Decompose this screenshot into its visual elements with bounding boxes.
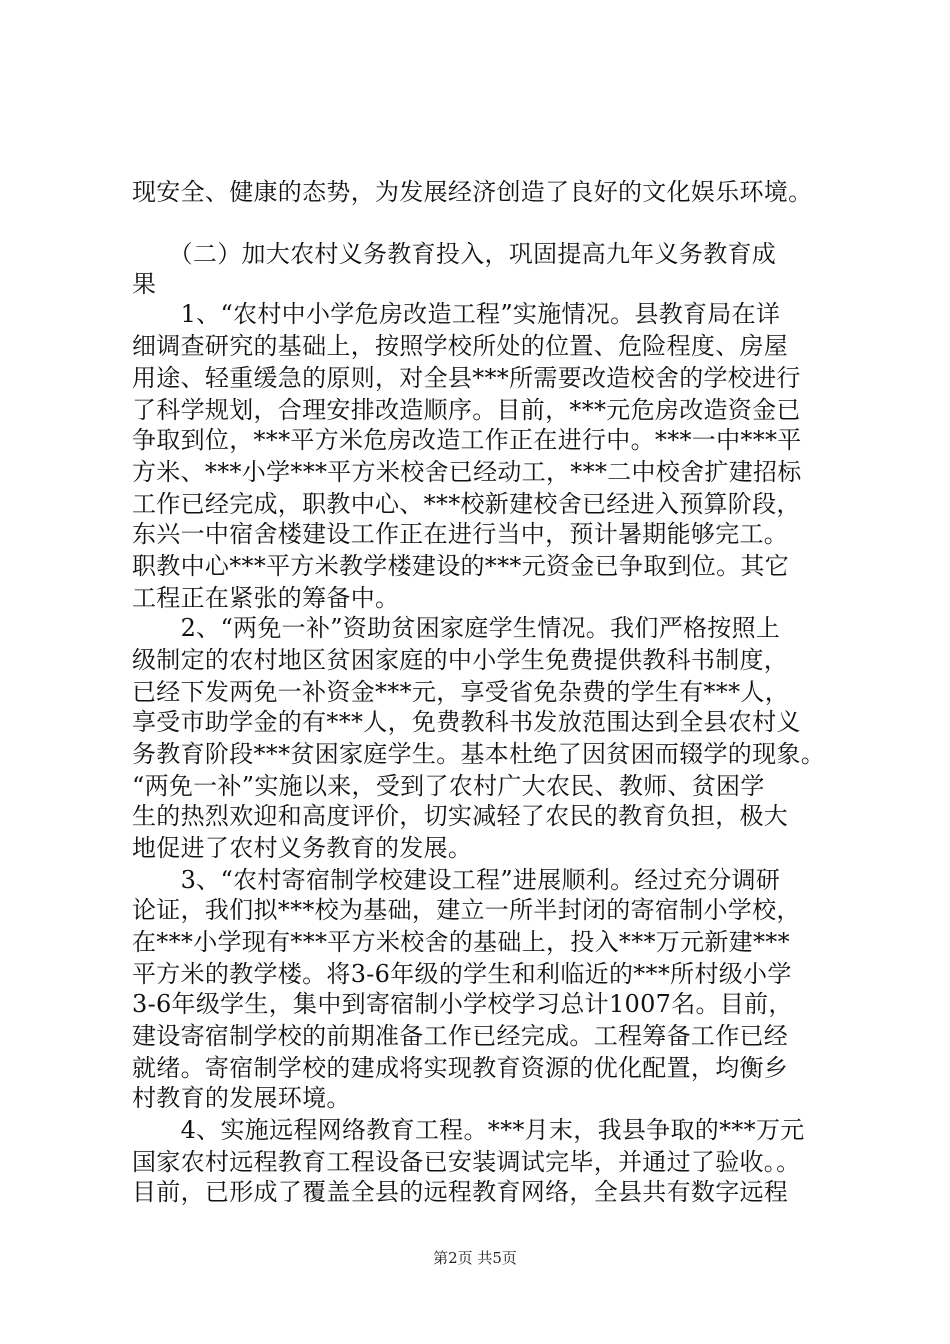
- text-line: 建设寄宿制学校的前期准备工作已经完成。工程筹备工作已经: [132, 1022, 789, 1050]
- text-line: 国家农村远程教育工程设备已安装调试完毕，并通过了验收。。: [132, 1148, 801, 1176]
- text-line: 职教中心***平方米教学楼建设的***元资金已争取到位。其它: [132, 552, 789, 580]
- paragraph-start: 4、实施远程网络教育工程。***月末，我县争取的***万元: [132, 1116, 805, 1144]
- text-line: 就绪。寄宿制学校的建成将实现教育资源的优化配置，均衡乡: [132, 1054, 789, 1082]
- paragraph-start: 3、“农村寄宿制学校建设工程”进展顺利。经过充分调研: [132, 866, 781, 894]
- text-line: 在***小学现有***平方米校舍的基础上，投入***万元新建***: [132, 928, 790, 956]
- text-line: 方米、***小学***平方米校舍已经动工，***二中校舍扩建招标: [132, 458, 802, 486]
- section-heading: （二）加大农村义务教育投入，巩固提高九年义务教育成: [132, 240, 777, 268]
- text-line: 东兴一中宿舍楼建设工作正在进行当中，预计暑期能够完工。: [132, 520, 789, 548]
- text-line: 地促进了农村义务教育的发展。: [132, 834, 473, 862]
- text-line: 现安全、健康的态势，为发展经济创造了良好的文化娱乐环境。: [132, 178, 813, 206]
- text-line: 享受市助学金的有***人，免费教科书发放范围达到全县农村义: [132, 708, 801, 736]
- text-line: 村教育的发展环境。: [132, 1084, 351, 1112]
- text-line: 生的热烈欢迎和高度评价，切实减轻了农民的教育负担，极大: [132, 802, 789, 830]
- paragraph-start: 2、“两免一补”资助贫困家庭学生情况。我们严格按照上: [132, 614, 781, 642]
- text-line: 论证，我们拟***校为基础，建立一所半封闭的寄宿制小学校，: [132, 896, 801, 924]
- text-line: 3-6年级学生，集中到寄宿制小学校学习总计1007名。目前，: [132, 990, 793, 1018]
- text-line: 目前，已形成了覆盖全县的远程教育网络，全县共有数字远程: [132, 1178, 789, 1206]
- text-line: 级制定的农村地区贫困家庭的中小学生免费提供教科书制度，: [132, 646, 789, 674]
- text-line: “两免一补”实施以来，受到了农村广大农民、教师、贫困学: [132, 772, 765, 800]
- text-line: 用途、轻重缓急的原则，对全县***所需要改造校舍的学校进行: [132, 364, 801, 392]
- text-line: 已经下发两免一补资金***元，享受省免杂费的学生有***人，: [132, 678, 789, 706]
- text-line: 平方米的教学楼。将3-6年级的学生和利临近的***所村级小学: [132, 960, 792, 988]
- text-line: 工程正在紧张的筹备中。: [132, 584, 400, 612]
- text-line: 了科学规划，合理安排改造顺序。目前，***元危房改造资金已: [132, 396, 801, 424]
- text-line: 争取到位，***平方米危房改造工作正在进行中。***一中***平: [132, 426, 802, 454]
- text-line: 细调查研究的基础上，按照学校所处的位置、危险程度、房屋: [132, 332, 789, 360]
- paragraph-start: 1、“农村中小学危房改造工程”实施情况。县教育局在详: [132, 300, 781, 328]
- text-line: 务教育阶段***贫困家庭学生。基本杜绝了因贫困而辍学的现象。: [132, 740, 825, 768]
- text-line: 果: [132, 270, 157, 298]
- text-line: 工作已经完成，职教中心、***校新建校舍已经进入预算阶段，: [132, 490, 801, 518]
- page-footer: 第2页 共5页: [433, 1249, 517, 1267]
